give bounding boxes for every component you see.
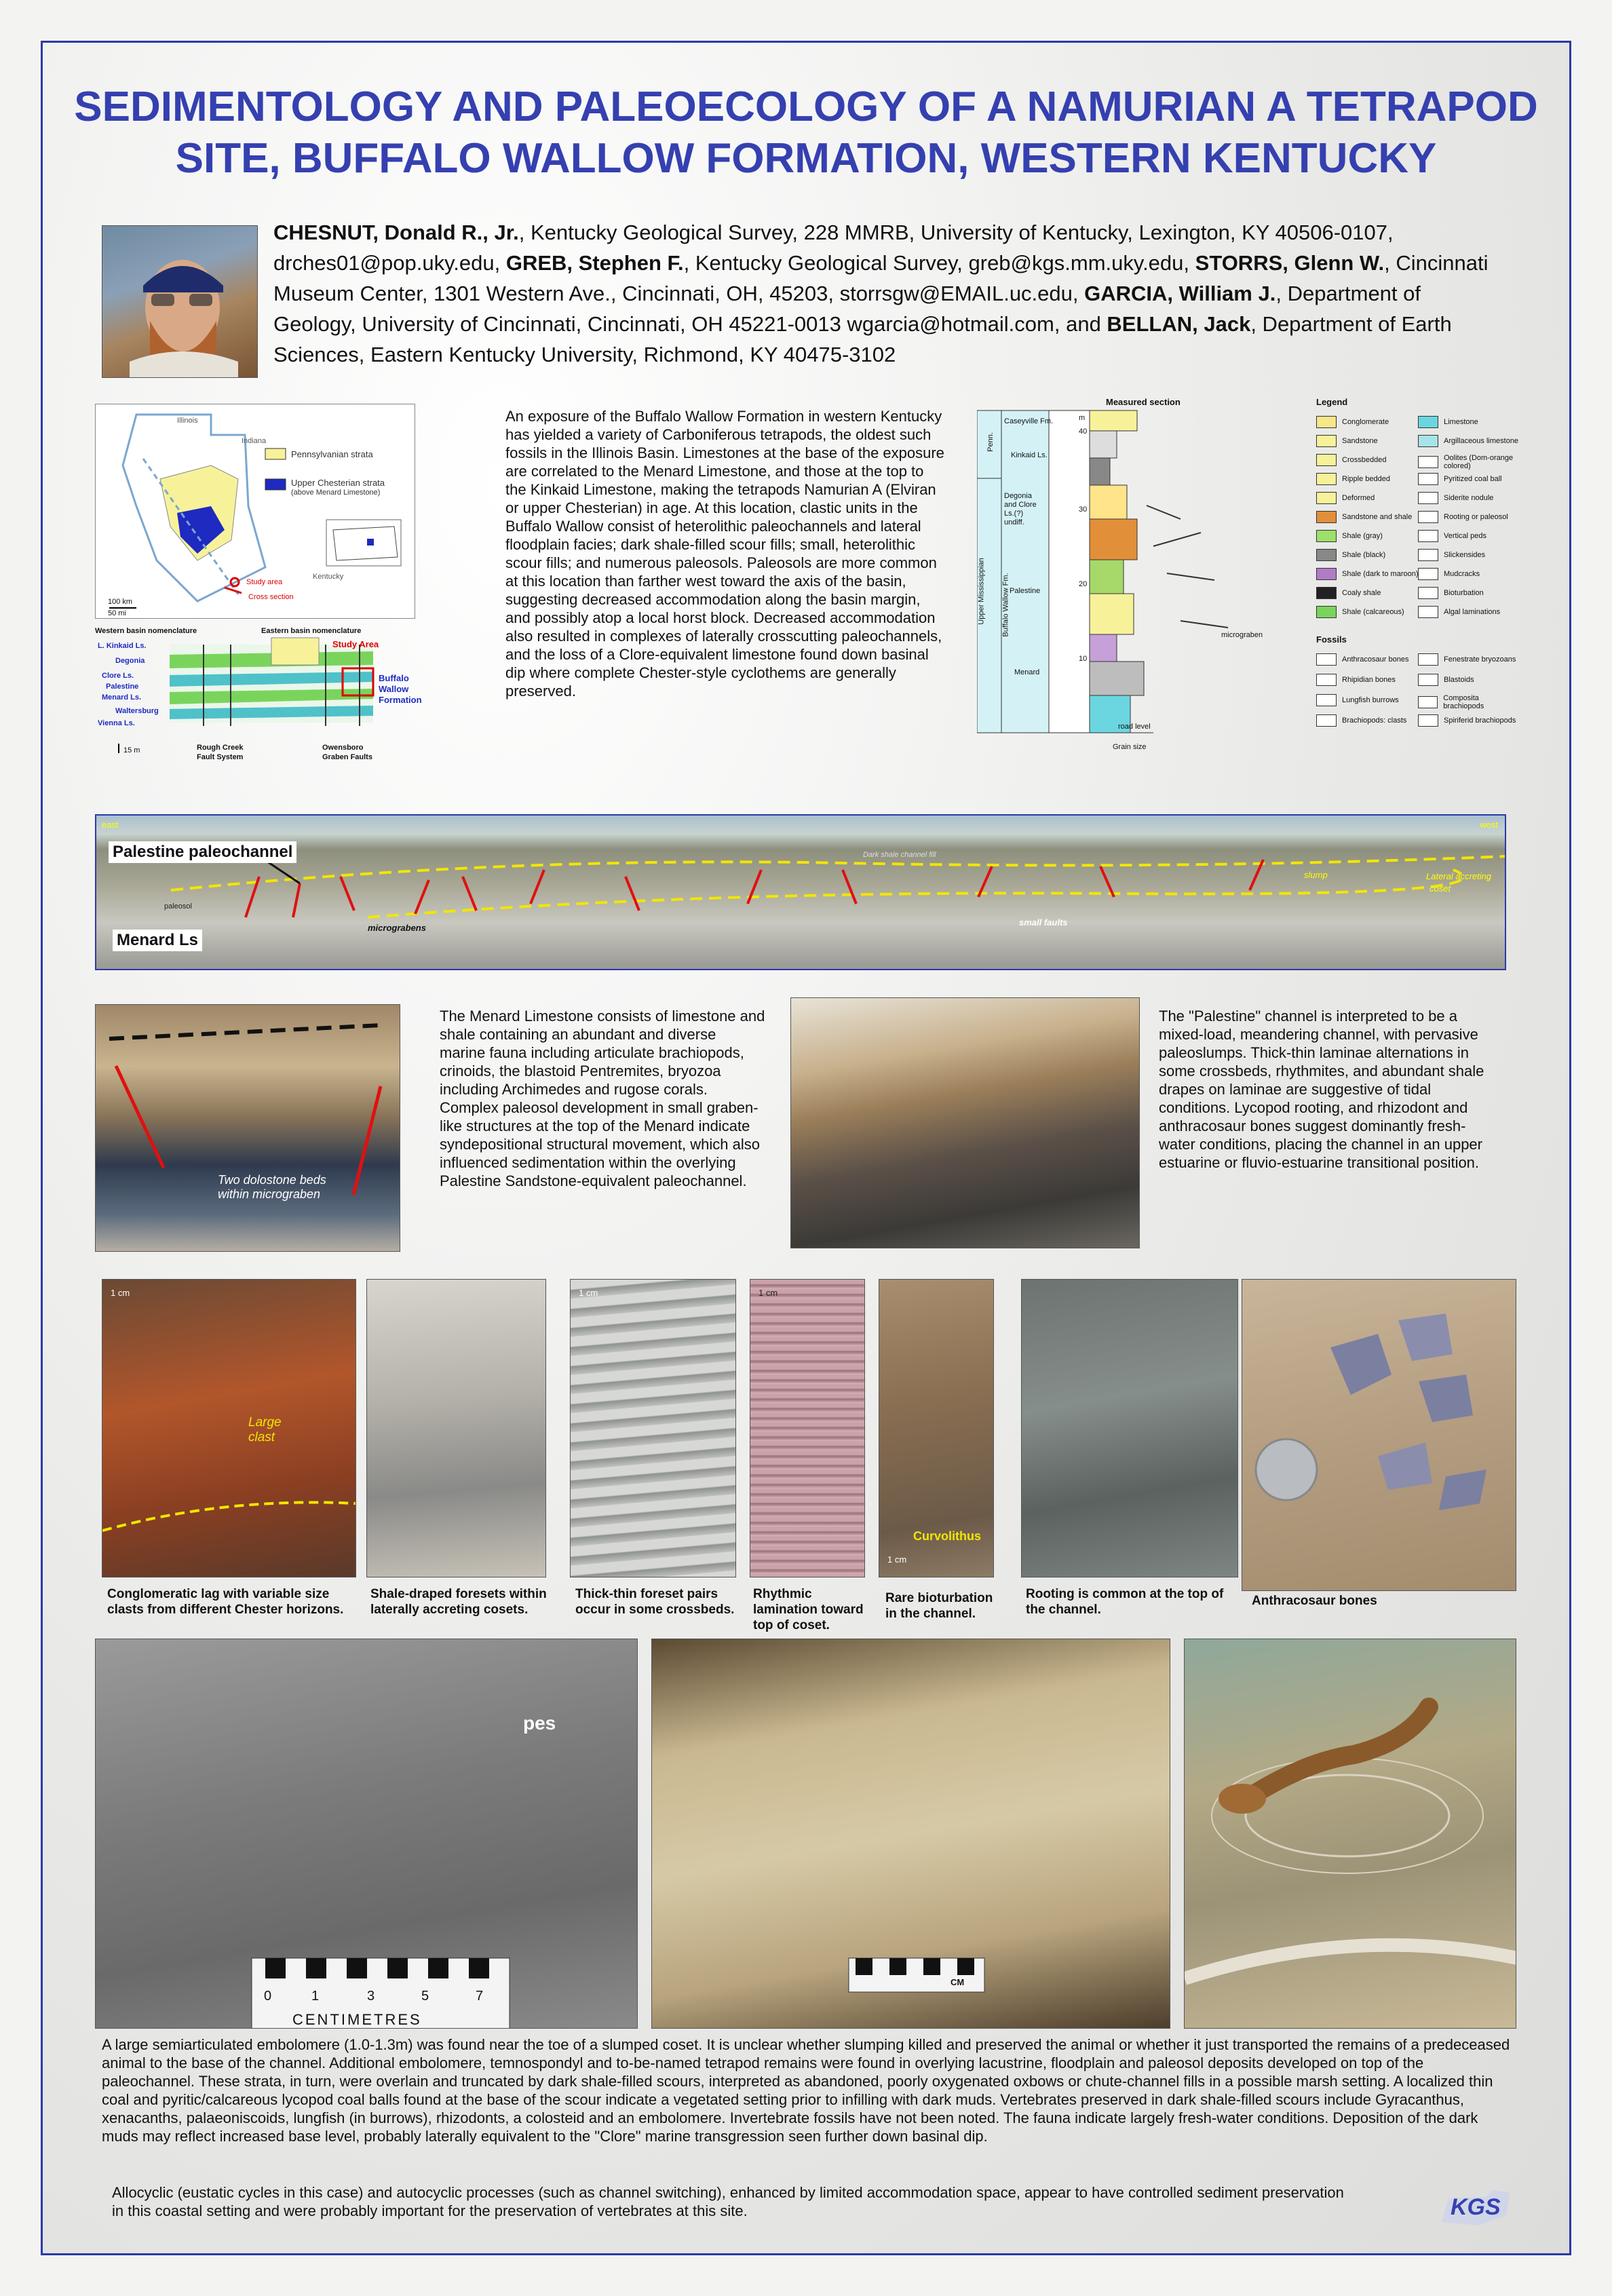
- xsec-scale: 15 m: [123, 746, 140, 754]
- panorama-palestine-label: Palestine paleochannel: [109, 841, 296, 863]
- panorama-micrograbens: micrograbens: [368, 923, 426, 933]
- author-2-name: GREB, Stephen F.: [505, 251, 684, 275]
- palestine-paragraph: The "Palestine" channel is interpreted to be a mixed-load, meandering channel, with pervasive paleoslumps. Thick-thin laminae alternations in some crossbeds, rhythmites, and abundant shale drapes on laminae are suggestive of tidal conditions. Lycopod rooting, and rhizodont and anthracosaur bones suggest dominantly fresh-water conditions, placing the channel in an upper estuarine or fluvio-estuarine transitional position.: [1159, 1008, 1484, 1171]
- panorama-menard-label: Menard Ls: [113, 930, 202, 951]
- legend-item: Argillaceous limestone: [1418, 435, 1518, 447]
- pes-label: pes: [523, 1713, 556, 1734]
- author-portrait: [102, 225, 258, 378]
- author-4-affiliation: , Department of Geology, University of Cincinnati, Cincinnati, OH 45221-0013 wgarcia@hotmail.com, and: [273, 282, 1421, 336]
- legend-fossil-item: Brachiopods: clasts: [1316, 714, 1406, 727]
- legend-item: Algal laminations: [1418, 606, 1500, 618]
- detail-photo-bioturbation: [879, 1279, 994, 1577]
- xsec-unit-menard: Menard Ls.: [102, 693, 142, 702]
- legend-item: Shale (dark to maroon): [1316, 568, 1419, 580]
- location-map: [95, 404, 415, 619]
- xsec-west-title: Western basin nomenclature: [95, 627, 197, 635]
- xsec-formation: Formation: [379, 695, 422, 705]
- legend-fossil-item: Anthracosaur bones: [1316, 653, 1408, 666]
- legend-item: Mudcracks: [1418, 568, 1480, 580]
- detail-photo-label: Large clast: [248, 1415, 282, 1444]
- skull-scale-bar: [652, 1639, 1170, 2029]
- section-unit-m: m: [1079, 414, 1086, 422]
- map-legend-chesterian: Upper Chesterian strata: [291, 478, 385, 488]
- legend-item: Sandstone and shale: [1316, 511, 1412, 523]
- panorama-east: east: [102, 820, 119, 830]
- ruler-number: 3: [367, 1989, 375, 2004]
- xsec-study-area: Study Area: [332, 639, 379, 649]
- legend-fossil-item: Blastoids: [1418, 674, 1474, 686]
- xsec-owensboro-1: Owensboro: [322, 744, 364, 752]
- panorama-paleosol: paleosol: [164, 902, 192, 911]
- legend-fossil-item: Rhipidian bones: [1316, 674, 1396, 686]
- map-legend-chesterian-note: (above Menard Limestone): [291, 489, 381, 497]
- section-palestine: Palestine: [1010, 587, 1041, 595]
- outcrop-panorama: [95, 814, 1506, 970]
- map-scale-km: 100 km: [108, 598, 133, 606]
- section-buffalo-wallow: Buffalo Wallow Fm.: [1001, 573, 1010, 637]
- map-label-kentucky: Kentucky: [313, 573, 344, 581]
- legend-fossils-title: Fossils: [1316, 634, 1347, 645]
- ruler-number: 7: [476, 1989, 484, 2004]
- legend-fossil-item: Composita brachiopods: [1418, 694, 1520, 710]
- section-road-level: road level: [1118, 723, 1151, 731]
- author-1-name: CHESNUT, Donald R., Jr.: [273, 221, 519, 244]
- author-list: [273, 217, 1495, 370]
- xsec-rough-creek-1: Rough Creek: [197, 744, 244, 752]
- conglomerate-annotation: [102, 1280, 356, 1577]
- legend-fossil-item: Fenestrate bryozoans: [1418, 653, 1516, 666]
- legend-item: Deformed: [1316, 492, 1375, 504]
- detail-photo-rhythmic: [750, 1279, 865, 1577]
- xsec-wallow: Wallow: [379, 684, 409, 694]
- detail-photo-scale: 1 cm: [111, 1288, 130, 1298]
- legend-item: Slickensides: [1418, 549, 1485, 561]
- legend-item: Sandstone: [1316, 435, 1378, 447]
- legend-item: Siderite nodule: [1418, 492, 1493, 504]
- menard-photo: [95, 1004, 400, 1252]
- pes-ruler: [96, 1639, 638, 2029]
- kgs-logo-text: KGS: [1451, 2194, 1501, 2220]
- author-4-name: GARCIA, William J.: [1084, 282, 1276, 305]
- legend-item: Shale (gray): [1316, 530, 1383, 542]
- panorama-dark-shale: Dark shale channel fill: [863, 851, 936, 859]
- section-menard: Menard: [1014, 668, 1040, 676]
- skull-fossil-photo: [651, 1639, 1170, 2029]
- palestine-channel-photo: [790, 997, 1140, 1248]
- bottom-paragraph-2: Allocyclic (eustatic cycles in this case) and autocyclic processes (such as channel switching), enhanced by limited accommodation space, appear to have controlled sediment preservation in this coastal setting and were probably important for the preservation of vertebrates at this site.: [112, 2184, 1344, 2219]
- xsec-unit-waltersburg: Waltersburg: [115, 707, 159, 715]
- menard-paragraph: The Menard Limestone consists of limestone and shale containing an abundant and diverse marine fauna including articulate brachiopods, crinoids, the blastoid Pentremites, bryozoa including Archimedes and rugose corals. Complex paleosol development in small graben-like structures at the top of the Menard indicate syndepositional structural movement, which also influenced sedimentation within the overlying Palestine Sandstone-equivalent paleochannel.: [440, 1008, 765, 1189]
- caption-rooting: Rooting is common at the top of the channel.: [1026, 1587, 1224, 1617]
- section-penn: Penn.: [986, 432, 995, 452]
- ruler-number: 0: [264, 1989, 272, 2004]
- map-label-study-area: Study area: [246, 578, 283, 586]
- legend-item: Vertical peds: [1418, 530, 1486, 542]
- caption-anthracosaur: Anthracosaur bones: [1252, 1594, 1377, 1608]
- legend-item: Crossbedded: [1316, 454, 1386, 466]
- xsec-east-title: Eastern basin nomenclature: [261, 627, 362, 635]
- title-line-2: SITE, BUFFALO WALLOW FORMATION, WESTERN KENTUCKY: [175, 135, 1437, 182]
- ruler-text: CENTIMETRES: [292, 2011, 422, 2028]
- detail-photo-rooting: [1021, 1279, 1238, 1577]
- skull-cm-label: CM: [951, 1977, 965, 1987]
- map-label-cross-section: Cross section: [248, 593, 294, 601]
- ruler-number: 5: [421, 1989, 429, 2004]
- legend-item: Bioturbation: [1418, 587, 1484, 599]
- caption-thick-thin: Thick-thin foreset pairs occur in some crossbeds.: [575, 1587, 735, 1617]
- detail-photo-scale: 1 cm: [887, 1554, 907, 1565]
- caption-shale-draped: Shale-draped foresets within laterally accreting cosets.: [370, 1587, 547, 1617]
- section-caseyville: Caseyville Fm.: [1004, 417, 1054, 425]
- xsec-rough-creek-2: Fault System: [197, 753, 244, 761]
- menard-annotations: [96, 1005, 400, 1252]
- panorama-cosets: coset: [1429, 883, 1451, 894]
- legend-fossil-item: Spiriferid brachiopods: [1418, 714, 1516, 727]
- panorama-slump: slump: [1304, 870, 1328, 880]
- section-degonia: Degonia and Clore Ls.(?) undiff.: [1004, 492, 1037, 527]
- xsec-unit-clore: Clore Ls.: [102, 672, 134, 680]
- xsec-unit-palestine: Palestine: [106, 683, 139, 691]
- title-line-1: SEDIMENTOLOGY AND PALEOECOLOGY OF A NAMURIAN A TETRAPOD: [74, 83, 1538, 130]
- legend-item: Ripple bedded: [1316, 473, 1390, 485]
- detail-photo-scale: 1 cm: [759, 1288, 778, 1298]
- xsec-unit-degonia: Degonia: [115, 657, 145, 665]
- legend-fossil-item: Lungfish burrows: [1316, 694, 1399, 706]
- legend-item: Pyritized coal ball: [1418, 473, 1502, 485]
- detail-photo-label: Curvolithus: [913, 1529, 982, 1543]
- panorama-west: west: [1480, 820, 1498, 830]
- legend-item: Shale (calcareous): [1316, 606, 1404, 618]
- legend-item: Coaly shale: [1316, 587, 1381, 599]
- measured-section: [977, 397, 1303, 757]
- legend-item: Limestone: [1418, 416, 1478, 428]
- section-grain-size: Grain size: [1113, 743, 1147, 751]
- menard-photo-label: Two dolostone beds within micrograben: [218, 1173, 326, 1201]
- detail-photo-thick-thin: [570, 1279, 736, 1577]
- legend-item: Conglomerate: [1316, 416, 1389, 428]
- bottom-paragraph-1: [102, 2035, 1513, 2145]
- legend-item: Oolites (Dom-orange colored): [1418, 454, 1518, 470]
- panorama-small-faults: small faults: [1019, 917, 1068, 927]
- author-2-affiliation: , Kentucky Geological Survey, greb@kgs.mm.uky.edu,: [683, 251, 1195, 275]
- map-scale-mi: 50 mi: [108, 609, 126, 617]
- map-label-indiana: Indiana: [242, 437, 267, 445]
- xsec-unit-kinkaid: L. Kinkaid Ls.: [98, 642, 147, 650]
- map-legend-pennsylvanian: Pennsylvanian strata: [291, 449, 373, 459]
- detail-photo-scale: 1 cm: [579, 1288, 598, 1298]
- stratigraphic-cross-section: [95, 624, 434, 767]
- panorama-lateral: Lateral accreting: [1426, 871, 1492, 881]
- author-1-affiliation: , Kentucky Geological Survey, 228 MMRB, University of Kentucky, Lexington, KY 40506-0107, drches01@pop.uky.edu,: [273, 221, 1394, 275]
- section-title: Measured section: [1106, 397, 1181, 407]
- author-5-affiliation: , Department of Earth Sciences, Eastern Kentucky University, Richmond, KY 40475-3102: [273, 312, 1452, 366]
- author-3-affiliation: , Cincinnati Museum Center, 1301 Western Ave., Cincinnati, OH, 45203, storrsgw@EMAIL.uc.edu,: [273, 251, 1489, 305]
- caption-bioturbation: Rare bioturbation in the channel.: [885, 1591, 993, 1621]
- legend-item: Rooting or paleosol: [1418, 511, 1508, 523]
- section-tick-40: 40: [1079, 427, 1088, 436]
- xsec-owensboro-2: Graben Faults: [322, 753, 372, 761]
- bottom-paragraph-1-text: A large semiarticulated embolomere (1.0-1.3m) was found near the toe of a slumped coset. It is unclear whether slumping killed and preserved the animal or whether it just transported the remains of a predeceased animal to the base of the channel. Additional embolomere, temnospondyl and to-be-named tetrapod remains were found in overlying lacustrine, floodplain and paleosol deposits developed on top of the paleochannel. These strata, in turn, were overlain and truncated by dark shale-filled scours, interpreted as abandoned, poorly oxygenated oxbows or chute-channel fills in a possible marsh setting. A localized thin coal and pyritic/calcareous lycopod coal balls found at the base of the scour indicate a vegetated setting prior to infilling with dark muds. Vertebrates preserved in dark shale-filled scours include Gyracanthus, xenacanths, palaeoniscoids, lungfish (in burrows), rhizodonts, a colosteid and an embolomere. Invertebrate fossils have not been noted. The fauna indicate largely fresh-water conditions. Deposition of the dark muds may reflect increased base level, probably laterally equivalent to the "Clore" marine transgression seen further down basinal dip.: [102, 2036, 1510, 2145]
- section-micrograben: micrograben: [1221, 631, 1263, 639]
- intro-paragraph: An exposure of the Buffalo Wallow Formation in western Kentucky has yielded a variety of Carboniferous tetrapods, the oldest such fossils in the Illinois Basin. Limestones at the base of the exposure are correlated to the Menard Limestone, and those at the top to the Kinkaid Limestone, making the tetrapods Namurian A (Elviran or upper Chesterian) in age. At this location, clastic units in the Buffalo Wallow consist of heterolithic paleochannels and lateral floodplain facies; dark shale-filled scour fills; small, heterolithic scour fills; and numerous paleosols. Paleosols are more common at this location than farther west toward the axis of the basin, suggesting decreased accommodation along the basin margin, and possibly atop a local horst block. Decreased accommodation also resulted in complexes of laterally crosscutting paleochannels, and the loss of a Clore-equivalent limestone found down basinal dip where complete Chester-style cyclothems are generally preserved.: [505, 408, 944, 700]
- pes-fossil-photo: [95, 1639, 638, 2029]
- kgs-logo: [1438, 2185, 1513, 2232]
- section-tick-20: 20: [1079, 580, 1088, 588]
- portrait-illustration: [102, 226, 258, 378]
- section-upper-miss: Upper Mississippian: [977, 558, 986, 625]
- legend-title: Legend: [1316, 397, 1348, 407]
- xsec-unit-vienna: Vienna Ls.: [98, 719, 135, 727]
- detail-photo-anthracosaur: [1242, 1279, 1516, 1591]
- section-tick-10: 10: [1079, 655, 1088, 663]
- bones-drawing: [1242, 1280, 1516, 1591]
- section-legend: [1316, 397, 1520, 743]
- map-label-illinois: Illinois: [177, 417, 198, 425]
- tetrapod-reconstruction: [1184, 1639, 1516, 2029]
- detail-photo-conglomerate: [102, 1279, 356, 1577]
- caption-rhythmic: Rhythmic lamination toward top of coset.: [753, 1587, 864, 1632]
- caption-conglomerate: Conglomeratic lag with variable size clasts from different Chester horizons.: [107, 1587, 344, 1617]
- ruler-number: 1: [311, 1989, 320, 2004]
- section-tick-30: 30: [1079, 505, 1088, 514]
- reconstruction-drawing: [1185, 1639, 1516, 2029]
- xsec-buffalo: Buffalo: [379, 673, 409, 683]
- author-5-name: BELLAN, Jack: [1107, 312, 1251, 336]
- section-kinkaid: Kinkaid Ls.: [1011, 451, 1048, 459]
- panorama-annotations: [96, 816, 1506, 970]
- author-3-name: STORRS, Glenn W.: [1195, 251, 1385, 275]
- legend-item: Shale (black): [1316, 549, 1385, 561]
- poster-title: [68, 81, 1544, 185]
- detail-photo-shale-draped: [366, 1279, 546, 1577]
